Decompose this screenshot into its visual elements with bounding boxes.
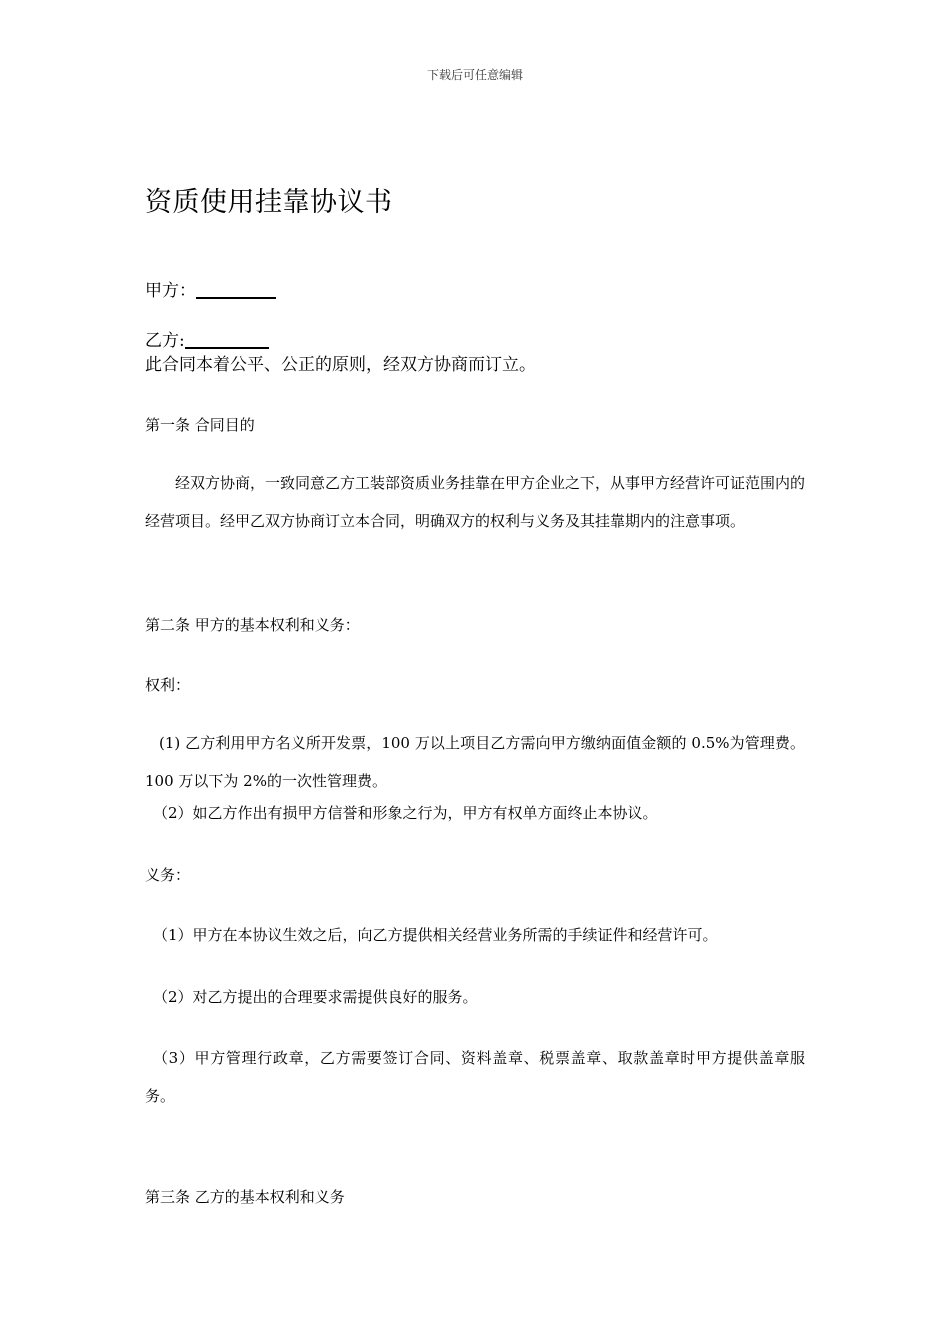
party-a-line [145, 276, 276, 301]
party-b-label: 乙方: [145, 331, 185, 351]
header-note: 下载后可任意编辑 [426, 68, 523, 82]
party-a-label: 甲方： [145, 281, 196, 301]
party-a-blank [196, 279, 276, 299]
party-b-line [145, 326, 269, 351]
intro-text: 此合同本着公平、公正的原则，经双方协商而订立。 [145, 355, 536, 375]
party-b-blank [185, 329, 269, 349]
article2-heading: 第二条 甲方的基本权利和义务： [145, 616, 360, 634]
duties-label: 义务： [145, 866, 191, 884]
article1-heading: 第一条 合同目的 [145, 416, 255, 434]
article1-body: 经双方协商，一致同意乙方工装部资质业务挂靠在甲方企业之下，从事甲方经营许可证范围内的经营项目。经甲乙双方协商订立本合同，明确双方的权利与义务及其挂靠期内的注意事项。 [145, 474, 806, 530]
article3-heading: 第三条 乙方的基本权利和义务 [145, 1188, 345, 1206]
rights-item-2: （2）如乙方作出有损甲方信誉和形象之行为，甲方有权单方面终止本协议。 [153, 804, 658, 822]
duties-item-1: （1）甲方在本协议生效之后，向乙方提供相关经营业务所需的手续证件和经营许可。 [153, 926, 718, 944]
document-title: 资质使用挂靠协议书 [145, 187, 393, 218]
rights-item-1: (1) 乙方利用甲方名义所开发票，100 万以上项目乙方需向甲方缴纳面值金额的 0.5%为管理费。100 万以下为 2%的一次性管理费。 [145, 734, 805, 790]
duties-item-3: （3）甲方管理行政章，乙方需要签订合同、资料盖章、税票盖章、取款盖章时甲方提供盖章服务。 [145, 1049, 805, 1105]
rights-label: 权利： [145, 676, 191, 694]
duties-item-2: （2）对乙方提出的合理要求需提供良好的服务。 [153, 988, 478, 1006]
